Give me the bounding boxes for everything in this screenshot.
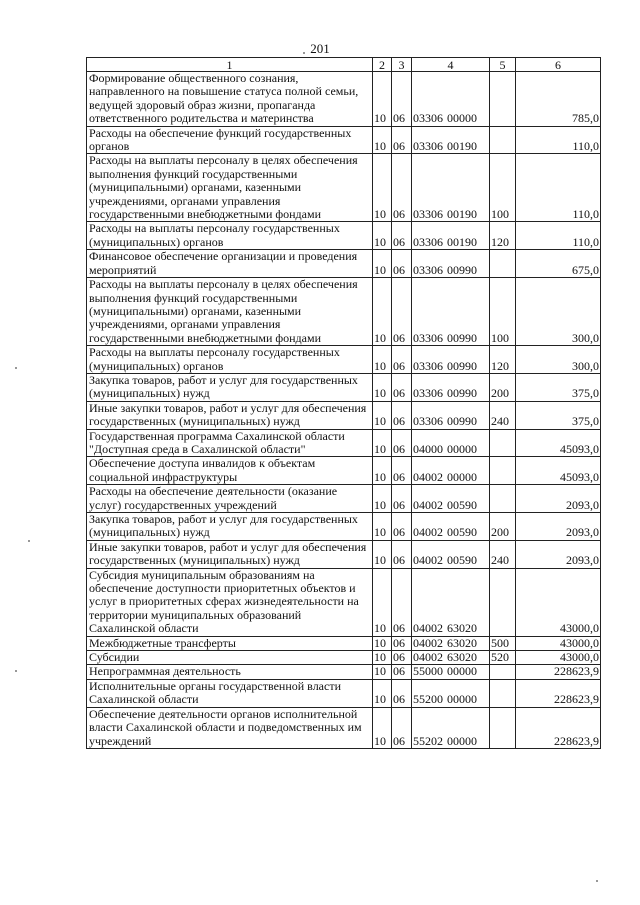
target-code-program: 04002	[413, 636, 443, 650]
row-section-cell: 10	[373, 373, 392, 401]
budget-table	[86, 57, 601, 749]
table-row	[87, 401, 601, 429]
row-amount-cell: 228623,9	[516, 665, 601, 679]
table-row	[87, 429, 601, 457]
row-expense-type-cell	[490, 72, 516, 127]
target-code-program: 03306	[413, 262, 443, 277]
target-code-program: 03306	[413, 414, 443, 429]
scan-speck	[596, 880, 598, 882]
page-number: 201	[310, 41, 330, 56]
target-code-direction: 00990	[447, 330, 477, 345]
target-code-direction: 00190	[447, 234, 477, 249]
row-subsection-cell: 06	[392, 665, 412, 679]
row-name-cell: Государственная программа Сахалинской области "Доступная среда в Сахалинской области"	[87, 429, 373, 457]
row-target-code-cell	[412, 636, 490, 650]
row-target-code-cell	[412, 665, 490, 679]
row-name-cell: Расходы на выплаты персоналу в целях обеспечения выполнения функций государственными (муниципальными) органами, казенными учреждениями, органами управления государственными внебюджетными фондами	[87, 154, 373, 222]
table-row	[87, 250, 601, 278]
row-target-code-cell	[412, 72, 490, 127]
row-amount-cell: 375,0	[516, 373, 601, 401]
target-code-program: 55200	[413, 692, 443, 707]
table-row	[87, 346, 601, 374]
row-target-code-cell	[412, 401, 490, 429]
column-header-amount: 6	[516, 58, 601, 72]
row-target-code-cell	[412, 485, 490, 513]
target-code-direction: 00000	[447, 469, 477, 484]
table-row	[87, 679, 601, 707]
row-name-cell: Обеспечение деятельности органов исполнительной власти Сахалинской области и подведомственных им учреждений	[87, 707, 373, 748]
row-section-cell: 10	[373, 707, 392, 748]
row-target-code-cell	[412, 278, 490, 346]
row-section-cell: 10	[373, 72, 392, 127]
target-code-direction: 00190	[447, 139, 477, 154]
row-subsection-cell: 06	[392, 250, 412, 278]
target-code-direction: 00590	[447, 553, 477, 568]
target-code-program: 03306	[413, 330, 443, 345]
row-target-code-cell	[412, 126, 490, 154]
column-header-target-code: 4	[412, 58, 490, 72]
row-subsection-cell: 06	[392, 346, 412, 374]
row-target-code-cell	[412, 154, 490, 222]
row-section-cell: 10	[373, 250, 392, 278]
row-name-cell: Субсидии	[87, 651, 373, 665]
target-code-direction: 00000	[447, 692, 477, 707]
column-header-expense-type: 5	[490, 58, 516, 72]
table-row	[87, 72, 601, 127]
target-code-direction: 00990	[447, 262, 477, 277]
row-amount-cell: 45093,0	[516, 457, 601, 485]
row-target-code-cell	[412, 651, 490, 665]
table-row	[87, 222, 601, 250]
scan-speck	[303, 52, 305, 54]
row-target-code-cell	[412, 250, 490, 278]
row-name-cell: Формирование общественного сознания, направленного на повышение статуса полной семьи, ведущей здоровый образ жизни, пропаганда ответственного родительства и материнства	[87, 72, 373, 127]
row-amount-cell: 375,0	[516, 401, 601, 429]
row-expense-type-cell: 120	[490, 222, 516, 250]
scan-speck	[15, 367, 17, 369]
row-name-cell: Расходы на выплаты персоналу государственных (муниципальных) органов	[87, 346, 373, 374]
table-row	[87, 373, 601, 401]
row-section-cell: 10	[373, 222, 392, 250]
row-name-cell: Закупка товаров, работ и услуг для государственных (муниципальных) нужд	[87, 513, 373, 541]
row-section-cell: 10	[373, 126, 392, 154]
row-expense-type-cell	[490, 679, 516, 707]
table-row	[87, 126, 601, 154]
row-name-cell: Расходы на обеспечение функций государственных органов	[87, 126, 373, 154]
row-subsection-cell: 06	[392, 278, 412, 346]
row-section-cell: 10	[373, 346, 392, 374]
row-subsection-cell: 06	[392, 636, 412, 650]
header-row	[87, 58, 601, 72]
row-target-code-cell	[412, 679, 490, 707]
row-subsection-cell: 06	[392, 72, 412, 127]
row-name-cell: Иные закупки товаров, работ и услуг для обеспечения государственных (муниципальных) нужд	[87, 540, 373, 568]
row-amount-cell: 2093,0	[516, 485, 601, 513]
target-code-program: 03306	[413, 386, 443, 401]
row-subsection-cell: 06	[392, 429, 412, 457]
column-header-subsection: 3	[392, 58, 412, 72]
target-code-direction: 00000	[447, 441, 477, 456]
row-name-cell: Расходы на выплаты персоналу в целях обеспечения выполнения функций государственными (муниципальными) органами, казенными учреждениями, органами управления государственными внебюджетными фондами	[87, 278, 373, 346]
table-row	[87, 457, 601, 485]
target-code-direction: 63020	[447, 650, 477, 665]
row-expense-type-cell: 100	[490, 278, 516, 346]
column-header-section: 2	[373, 58, 392, 72]
target-code-program: 03306	[413, 111, 443, 126]
row-subsection-cell: 06	[392, 154, 412, 222]
row-expense-type-cell	[490, 665, 516, 679]
table-row	[87, 540, 601, 568]
row-expense-type-cell: 200	[490, 373, 516, 401]
row-section-cell: 10	[373, 278, 392, 346]
row-name-cell: Расходы на обеспечение деятельности (оказание услуг) государственных учреждений	[87, 485, 373, 513]
target-code-program: 04002	[413, 553, 443, 568]
row-name-cell: Исполнительные органы государственной власти Сахалинской области	[87, 679, 373, 707]
row-amount-cell: 43000,0	[516, 651, 601, 665]
row-section-cell: 10	[373, 485, 392, 513]
row-section-cell: 10	[373, 679, 392, 707]
row-amount-cell: 300,0	[516, 346, 601, 374]
target-code-program: 03306	[413, 139, 443, 154]
target-code-direction: 00590	[447, 525, 477, 540]
row-name-cell: Закупка товаров, работ и услуг для государственных (муниципальных) нужд	[87, 373, 373, 401]
row-expense-type-cell	[490, 485, 516, 513]
row-expense-type-cell	[490, 568, 516, 636]
row-target-code-cell	[412, 540, 490, 568]
target-code-direction: 00990	[447, 358, 477, 373]
row-amount-cell: 228623,9	[516, 679, 601, 707]
column-header-name: 1	[87, 58, 373, 72]
row-subsection-cell: 06	[392, 401, 412, 429]
target-code-direction: 00990	[447, 414, 477, 429]
row-subsection-cell: 06	[392, 707, 412, 748]
table-row	[87, 707, 601, 748]
target-code-program: 03306	[413, 207, 443, 222]
target-code-program: 03306	[413, 358, 443, 373]
target-code-program: 04002	[413, 525, 443, 540]
target-code-direction: 00000	[447, 111, 477, 126]
target-code-direction: 00190	[447, 207, 477, 222]
row-target-code-cell	[412, 707, 490, 748]
row-target-code-cell	[412, 222, 490, 250]
row-amount-cell: 45093,0	[516, 429, 601, 457]
row-expense-type-cell: 240	[490, 401, 516, 429]
target-code-program: 04002	[413, 621, 443, 636]
target-code-program: 55000	[413, 664, 443, 679]
table-row	[87, 568, 601, 636]
row-name-cell: Иные закупки товаров, работ и услуг для обеспечения государственных (муниципальных) нужд	[87, 401, 373, 429]
row-expense-type-cell	[490, 429, 516, 457]
target-code-program: 04002	[413, 650, 443, 665]
row-section-cell: 10	[373, 636, 392, 650]
row-section-cell: 10	[373, 429, 392, 457]
row-section-cell: 10	[373, 154, 392, 222]
row-amount-cell: 43000,0	[516, 636, 601, 650]
table-row	[87, 665, 601, 679]
row-amount-cell: 110,0	[516, 154, 601, 222]
row-amount-cell: 785,0	[516, 72, 601, 127]
table-row	[87, 651, 601, 665]
target-code-program: 04002	[413, 497, 443, 512]
target-code-direction: 00990	[447, 386, 477, 401]
row-name-cell: Финансовое обеспечение организации и проведения мероприятий	[87, 250, 373, 278]
row-section-cell: 10	[373, 651, 392, 665]
row-subsection-cell: 06	[392, 513, 412, 541]
target-code-direction: 63020	[447, 621, 477, 636]
row-target-code-cell	[412, 457, 490, 485]
table-row	[87, 636, 601, 650]
row-section-cell: 10	[373, 568, 392, 636]
row-subsection-cell: 06	[392, 457, 412, 485]
row-expense-type-cell	[490, 707, 516, 748]
row-amount-cell: 675,0	[516, 250, 601, 278]
target-code-direction: 00000	[447, 733, 477, 748]
table-row	[87, 485, 601, 513]
row-subsection-cell: 06	[392, 126, 412, 154]
row-subsection-cell: 06	[392, 540, 412, 568]
row-expense-type-cell: 120	[490, 346, 516, 374]
row-expense-type-cell: 200	[490, 513, 516, 541]
row-subsection-cell: 06	[392, 485, 412, 513]
row-name-cell: Непрограммная деятельность	[87, 665, 373, 679]
row-expense-type-cell	[490, 250, 516, 278]
row-subsection-cell: 06	[392, 568, 412, 636]
row-name-cell: Субсидия муниципальным образованиям на обеспечение доступности приоритетных объектов и услуг в приоритетных сферах жизнедеятельности на территории муниципальных образований Сахалинской области	[87, 568, 373, 636]
row-target-code-cell	[412, 429, 490, 457]
row-target-code-cell	[412, 513, 490, 541]
row-name-cell: Обеспечение доступа инвалидов к объектам социальной инфраструктуры	[87, 457, 373, 485]
row-section-cell: 10	[373, 665, 392, 679]
row-expense-type-cell: 500	[490, 636, 516, 650]
target-code-program: 03306	[413, 234, 443, 249]
row-section-cell: 10	[373, 540, 392, 568]
row-subsection-cell: 06	[392, 679, 412, 707]
row-expense-type-cell: 100	[490, 154, 516, 222]
target-code-program: 04000	[413, 441, 443, 456]
row-expense-type-cell: 520	[490, 651, 516, 665]
row-section-cell: 10	[373, 457, 392, 485]
row-expense-type-cell: 240	[490, 540, 516, 568]
target-code-direction: 63020	[447, 636, 477, 650]
table-row	[87, 513, 601, 541]
row-amount-cell: 43000,0	[516, 568, 601, 636]
row-target-code-cell	[412, 373, 490, 401]
row-section-cell: 10	[373, 401, 392, 429]
row-target-code-cell	[412, 568, 490, 636]
row-expense-type-cell	[490, 457, 516, 485]
row-amount-cell: 110,0	[516, 126, 601, 154]
table-row	[87, 278, 601, 346]
target-code-program: 04002	[413, 469, 443, 484]
table-row	[87, 154, 601, 222]
row-name-cell: Расходы на выплаты персоналу государственных (муниципальных) органов	[87, 222, 373, 250]
row-amount-cell: 2093,0	[516, 513, 601, 541]
row-amount-cell: 228623,9	[516, 707, 601, 748]
row-expense-type-cell	[490, 126, 516, 154]
row-amount-cell: 2093,0	[516, 540, 601, 568]
target-code-direction: 00590	[447, 497, 477, 512]
row-amount-cell: 110,0	[516, 222, 601, 250]
target-code-program: 55202	[413, 733, 443, 748]
row-subsection-cell: 06	[392, 651, 412, 665]
row-subsection-cell: 06	[392, 373, 412, 401]
row-target-code-cell	[412, 346, 490, 374]
row-subsection-cell: 06	[392, 222, 412, 250]
scan-speck	[15, 670, 17, 672]
row-amount-cell: 300,0	[516, 278, 601, 346]
scan-speck	[28, 540, 30, 542]
row-section-cell: 10	[373, 513, 392, 541]
target-code-direction: 00000	[447, 664, 477, 679]
row-name-cell: Межбюджетные трансферты	[87, 636, 373, 650]
